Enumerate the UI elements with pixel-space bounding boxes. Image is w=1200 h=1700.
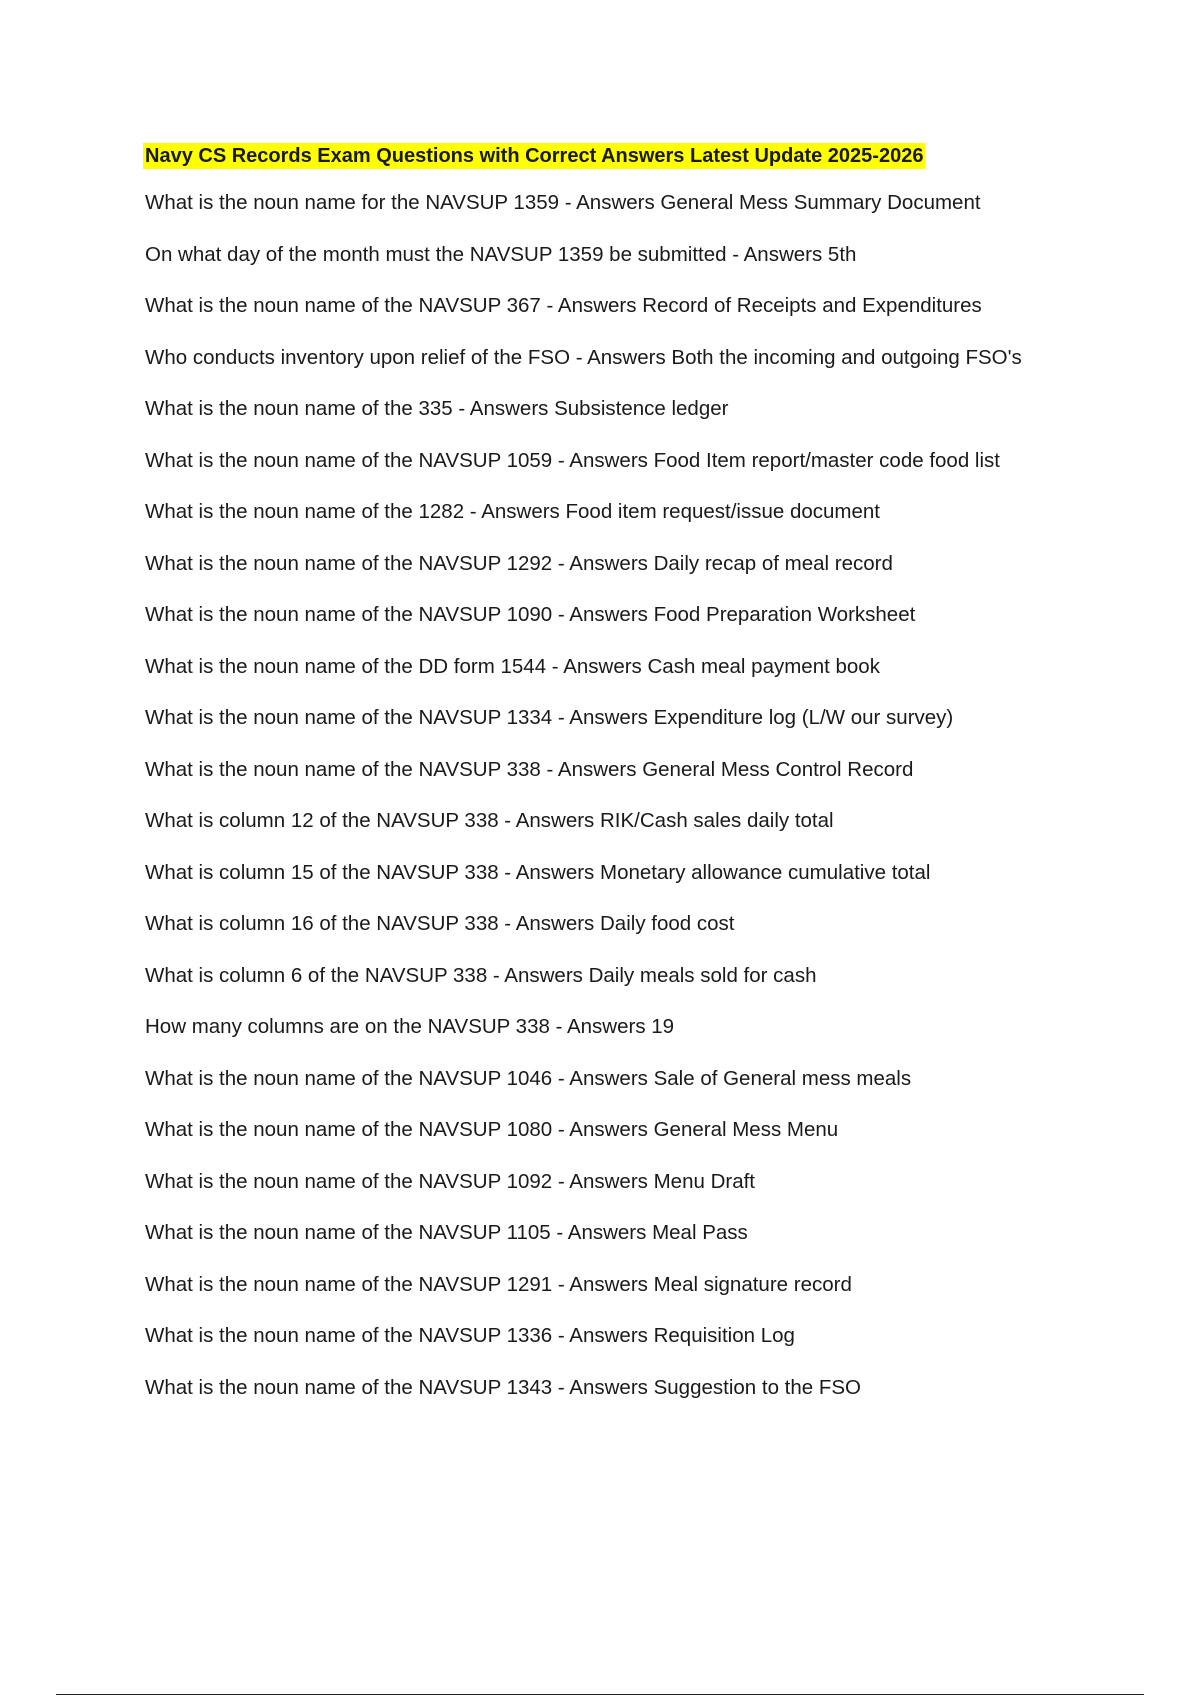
qa-item: What is the noun name of the NAVSUP 1343 - Answers Suggestion to the FSO bbox=[145, 1375, 861, 1399]
qa-item: What is column 16 of the NAVSUP 338 - Answers Daily food cost bbox=[145, 912, 735, 935]
qa-item: On what day of the month must the NAVSUP 1359 be submitted - Answers 5th bbox=[145, 242, 857, 266]
qa-item: What is the noun name of the NAVSUP 1090 - Answers Food Preparation Worksheet bbox=[145, 603, 916, 626]
qa-item: What is the noun name of the NAVSUP 367 - Answers Record of Receipts and Expenditures bbox=[145, 294, 982, 317]
qa-item: What is the noun name of the NAVSUP 1334 - Answers Expenditure log (L/W our survey) bbox=[145, 706, 954, 729]
document-body bbox=[145, 143, 1145, 1401]
qa-item: What is the noun name of the NAVSUP 1092 - Answers Menu Draft bbox=[145, 1169, 755, 1193]
qa-item: What is the noun name of the NAVSUP 1046 - Answers Sale of General mess meals bbox=[145, 1066, 912, 1090]
qa-item: What is the noun name of the DD form 1544 - Answers Cash meal payment book bbox=[145, 654, 880, 678]
qa-item: What is the noun name for the NAVSUP 1359 - Answers General Mess Summary Document bbox=[145, 191, 981, 214]
qa-item: What is column 15 of the NAVSUP 338 - Answers Monetary allowance cumulative total bbox=[145, 860, 931, 884]
qa-item: Who conducts inventory upon relief of the FSO - Answers Both the incoming and outgoing FSO's bbox=[145, 345, 1022, 369]
footer-divider bbox=[56, 1694, 1144, 1695]
qa-item: What is the noun name of the NAVSUP 338 - Answers General Mess Control Record bbox=[145, 757, 914, 781]
qa-item: What is the noun name of the 335 - Answers Subsistence ledger bbox=[145, 397, 729, 420]
qa-item: What is the noun name of the NAVSUP 1292 - Answers Daily recap of meal record bbox=[145, 551, 893, 575]
qa-item: What is column 12 of the NAVSUP 338 - Answers RIK/Cash sales daily total bbox=[145, 809, 834, 832]
qa-item: What is the noun name of the NAVSUP 1336 - Answers Requisition Log bbox=[145, 1324, 795, 1347]
qa-list bbox=[145, 190, 1145, 1401]
qa-item: What is the noun name of the NAVSUP 1291 - Answers Meal signature record bbox=[145, 1272, 852, 1296]
document-title: Navy CS Records Exam Questions with Correct Answers Latest Update 2025-2026 bbox=[145, 145, 924, 167]
qa-item: How many columns are on the NAVSUP 338 - Answers 19 bbox=[145, 1015, 675, 1038]
qa-item: What is column 6 of the NAVSUP 338 - Answers Daily meals sold for cash bbox=[145, 963, 817, 987]
qa-item: What is the noun name of the 1282 - Answers Food item request/issue document bbox=[145, 500, 880, 523]
qa-item: What is the noun name of the NAVSUP 1080 - Answers General Mess Menu bbox=[145, 1118, 839, 1141]
qa-item: What is the noun name of the NAVSUP 1059 - Answers Food Item report/master code food list bbox=[145, 448, 1000, 472]
qa-item: What is the noun name of the NAVSUP 1105 - Answers Meal Pass bbox=[145, 1221, 748, 1244]
